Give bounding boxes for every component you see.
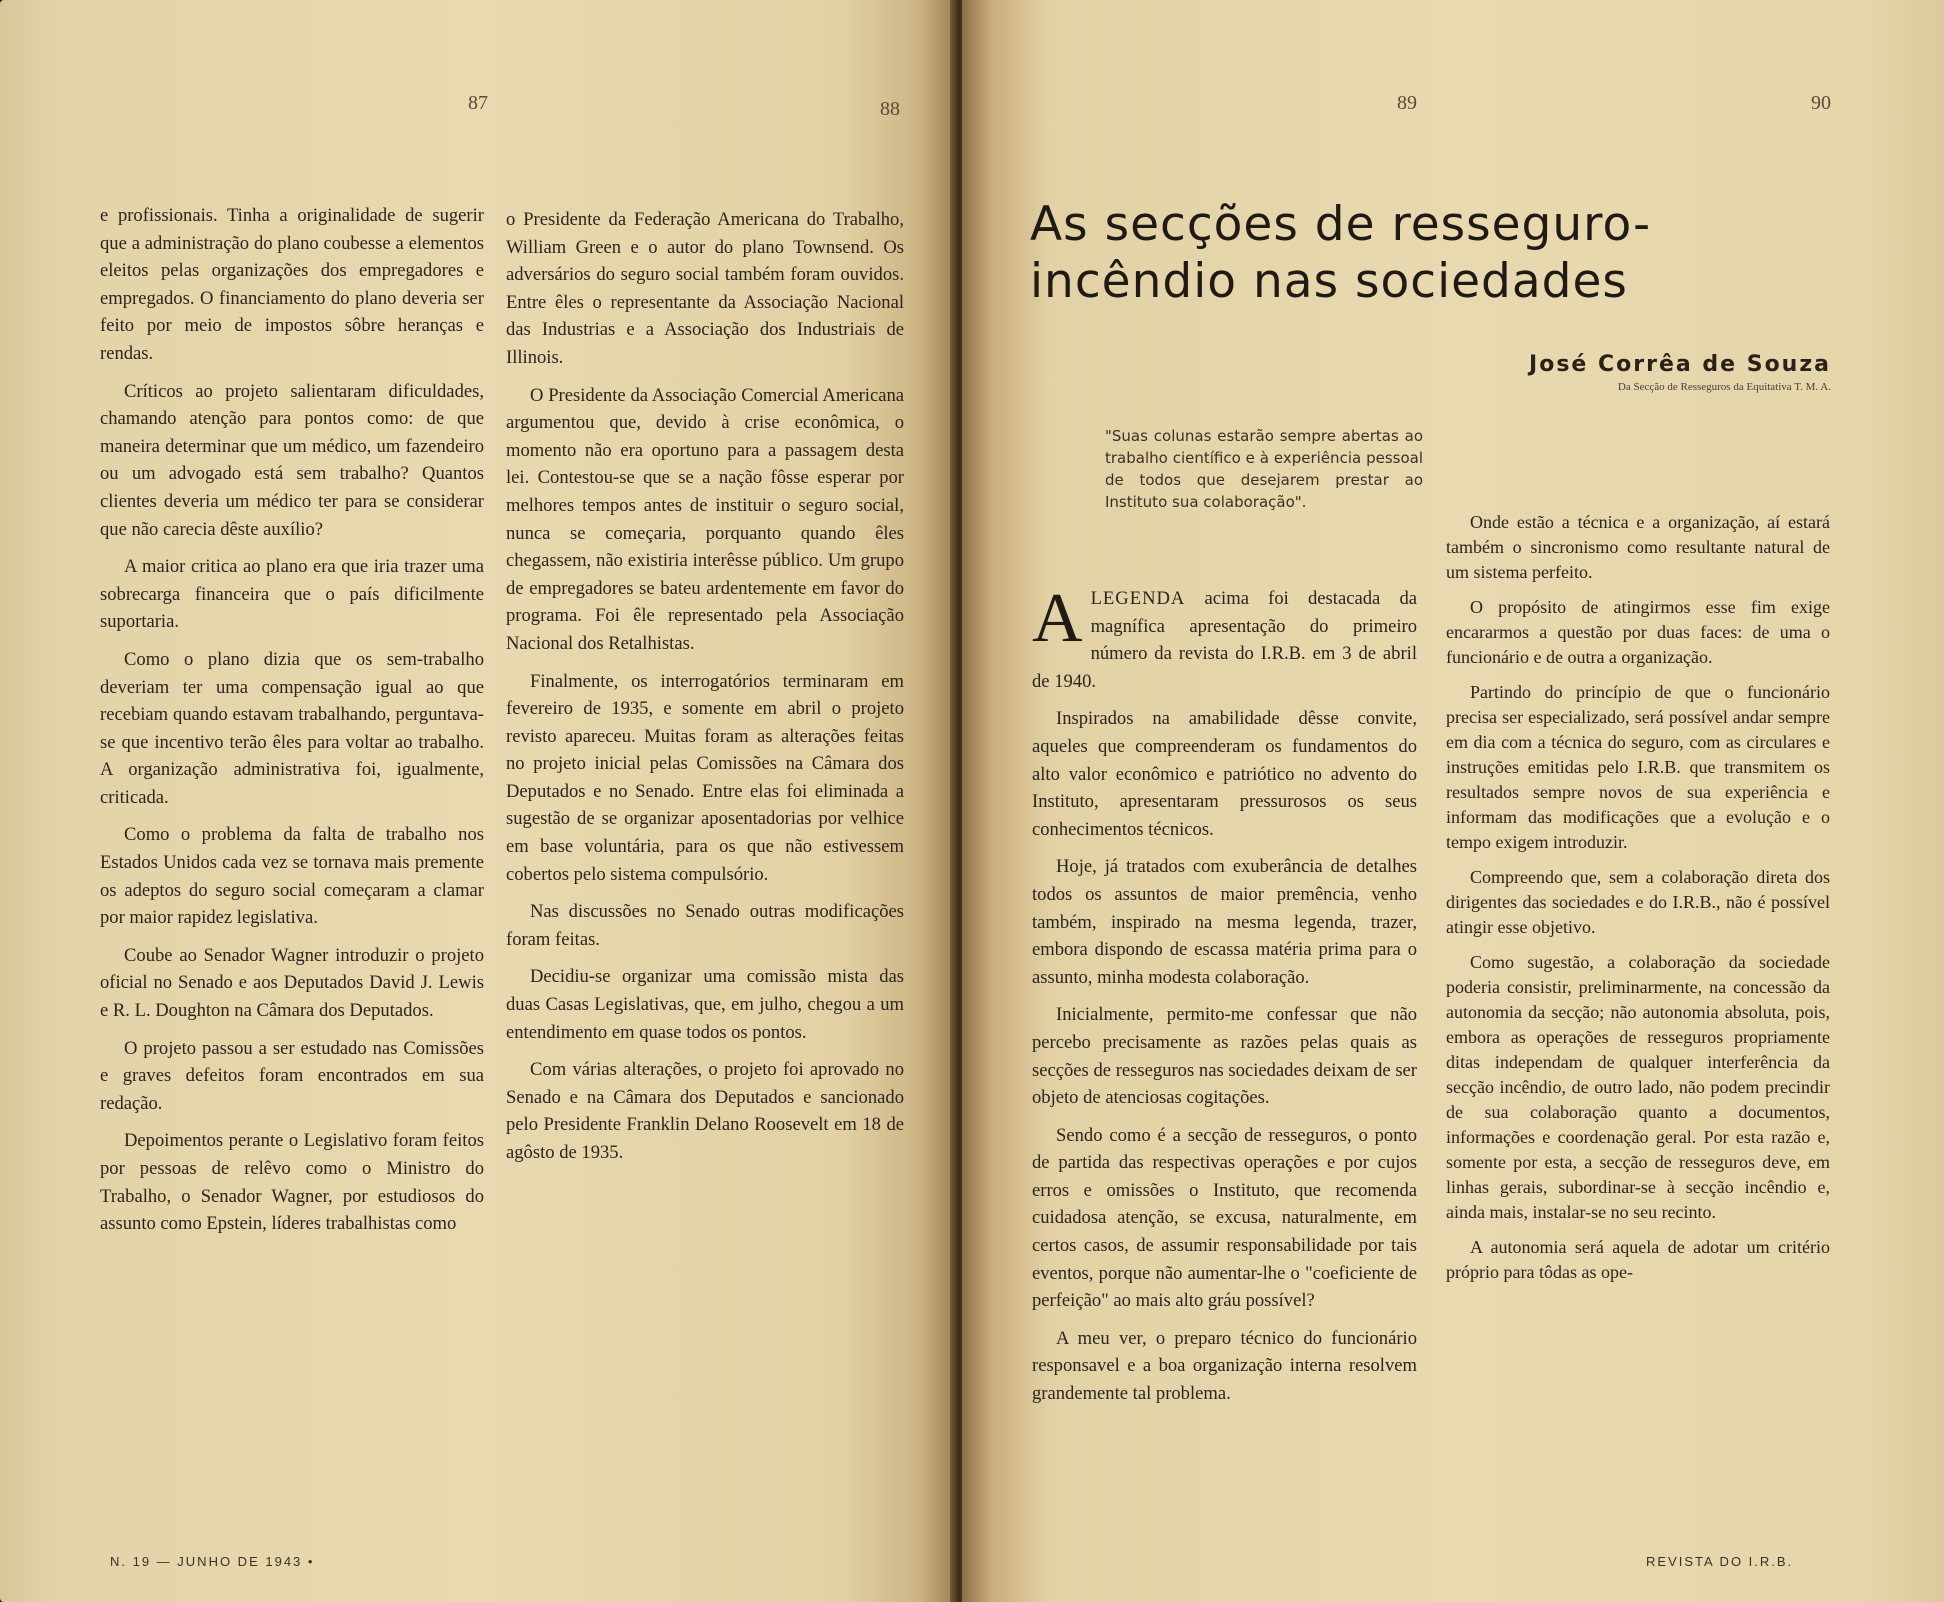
paragraph: Onde estão a técnica e a organização, aí estará também o sincronismo como resultante natural de um sistema perfeito. bbox=[1446, 512, 1830, 582]
paragraph: Críticos ao projeto salientaram dificuldades, chamando atenção para pontos como: de que maneira determinar que um médico, um fazendeiro ou um advogado está sem trabalho? Quantos clientes deveria um médico ter para se considerar que não carecia dêste auxílio? bbox=[100, 380, 484, 540]
paragraph: A autonomia será aquela de adotar um critério próprio para tôdas as ope- bbox=[1446, 1237, 1830, 1282]
paragraph: Como o plano dizia que os sem-trabalho deveriam ter uma compensação igual ao que recebiam quando estavam trabalhando, perguntava-se que incentivo terão êles para voltar ao trabalho. A organização administrativa foi, igualmente, criticada. bbox=[100, 648, 484, 808]
article-title: As secções de resseguro-incêndio nas sociedades bbox=[1030, 197, 1652, 309]
lead-smallcaps: LEGENDA bbox=[1090, 588, 1186, 609]
paragraph: Hoje, já tratados com exuberância de detalhes todos os assuntos de maior premência, venho também, inspirado na mesma legenda, trazer, embora dispondo de escassa matéria prima para o assunto, minha modesta colaboração. bbox=[1032, 856, 1417, 988]
paragraph: Inspirados na amabilidade dêsse convite, aqueles que compreenderam os fundamentos do alto valor econômico e patriótico no advento do Instituto, apresentaram pressurosos os seus conhecimentos técnicos. bbox=[1032, 708, 1417, 840]
paragraph: O propósito de atingirmos esse fim exige encararmos a questão por duas faces: de uma o funcionário e de outra a organização. bbox=[1446, 597, 1830, 667]
footer-journal: REVISTA DO I.R.B. bbox=[1646, 1554, 1794, 1569]
column-page-90 bbox=[1446, 510, 1830, 1295]
paragraph: A maior critica ao plano era que iria trazer uma sobrecarga financeira que o país dificilmente suportaria. bbox=[100, 556, 484, 633]
paragraph: Compreendo que, sem a colaboração direta dos dirigentes das sociedades e do I.R.B., não é possível atingir esse objetivo. bbox=[1446, 867, 1830, 937]
left-page bbox=[0, 0, 956, 1602]
paragraph: Depoimentos perante o Legislativo foram feitos por pessoas de relêvo como o Ministro do Trabalho, o Senador Wagner, por estudiosos do assunto como Epstein, líderes trabalhistas como bbox=[100, 1130, 484, 1235]
paragraph: O Presidente da Associação Comercial Americana argumentou que, devido à crise econômica, o momento não era oportuno para a passagem desta lei. Contestou-se que se a nação fôsse esperar por melhores tempos antes de instituir o seguro social, nunca se começaria, porquanto quando êles chegassem, não existiria interêsse público. Um grupo de empregadores se bateu ardentemente em favor do programa. Foi êle representado pela Associação Nacional dos Retalhistas. bbox=[506, 384, 904, 654]
paragraph: Como sugestão, a colaboração da sociedade poderia consistir, preliminarmente, na concessão da autonomia da secção; não autonomia absoluta, pois, embora as operações de resseguros propriamente ditas independam de qualquer interferência da secção incêndio, de outro lado, não podem precindir de sua colaboração quanto a documentos, informações e coordenação geral. Por esta razão e, somente por esta, a secção de resseguros deve, em linhas gerais, subordinar-se à secção incêndio e, ainda mais, instalar-se no seu recinto. bbox=[1446, 952, 1830, 1222]
epigraph: "Suas colunas estarão sempre abertas ao trabalho científico e à experiência pessoal de todos que desejarem prestar ao Instituto sua colaboração". bbox=[1105, 427, 1423, 511]
page-number-90: 90 bbox=[1811, 92, 1831, 114]
paragraph: Finalmente, os interrogatórios terminaram em fevereiro de 1935, e somente em abril o projeto revisto apareceu. Muitas foram as alterações feitas no projeto inicial pelas Comissões na Câmara dos Deputados e no Senado. Entre elas foi eliminada a sugestão de se organizar aposentadorias por velhice em base voluntária, para os que não estivessem cobertos pelo sistema compulsório. bbox=[506, 670, 904, 885]
paragraph: Como o problema da falta de trabalho nos Estados Unidos cada vez se tornava mais premente os adeptos do seguro social começaram a clamar por maior rapidez legislativa. bbox=[100, 824, 484, 929]
paragraph: O projeto passou a ser estudado nas Comissões e graves defeitos foram encontrados em sua redação. bbox=[100, 1037, 484, 1114]
paragraph: e profissionais. Tinha a originalidade de sugerir que a administração do plano coubesse a elementos eleitos pelas organizações dos empregadores e empregados. O financiamento do plano deveria ser feito por meio de impostos sôbre heranças e rendas. bbox=[100, 205, 484, 364]
paragraph: Sendo como é a secção de resseguros, o ponto de partida das respectivas operações e por cujos erros e omissões o Instituto, que recomenda cuidadosa atenção, se excusa, naturalmente, em certos casos, de assumir responsabilidade por tais eventos, porque não aumentar-lhe o "coeficiente de perfeição" ao mais alto gráu possível? bbox=[1032, 1124, 1417, 1312]
column-page-89 bbox=[1032, 580, 1417, 1418]
page-number-89: 89 bbox=[1397, 92, 1417, 114]
paragraph: o Presidente da Federação Americana do Trabalho, William Green e o autor do plano Townsend. Os adversários do seguro social também foram ouvidos. Entre êles o representante da Associação Nacional das Industrias e a Associação dos Industriais de Illinois. bbox=[506, 209, 904, 368]
paragraph: Inicialmente, permito-me confessar que não percebo precisamente as razões pelas quais as secções de resseguros nas sociedades deixam de ser objeto de atenciosas cogitações. bbox=[1032, 1004, 1417, 1109]
column-page-87 bbox=[100, 202, 484, 1248]
paragraph: A meu ver, o preparo técnico do funcionário responsavel e a boa organização interna resolvem grandemente tal problema. bbox=[1032, 1327, 1417, 1405]
drop-cap: A bbox=[1032, 580, 1083, 657]
author-name: José Corrêa de Souza bbox=[1529, 352, 1831, 377]
paragraph: Coube ao Senador Wagner introduzir o projeto oficial no Senado e aos Deputados David J. Lewis e R. L. Doughton na Câmara dos Deputados. bbox=[100, 944, 484, 1022]
page-number-88: 88 bbox=[880, 98, 900, 120]
footer-issue: N. 19 — JUNHO DE 1943 • bbox=[110, 1554, 315, 1569]
lead-paragraph bbox=[1032, 580, 1417, 695]
lead-text: acima foi destacada da magnífica apresentação do primeiro número da revista do I.R.B. em 3 de abril de 1940. bbox=[1032, 588, 1417, 692]
author-affiliation: Da Secção de Resseguros da Equitativa T. M. A. bbox=[1617, 381, 1831, 393]
author-block bbox=[1529, 352, 1831, 393]
paragraph: Nas discussões no Senado outras modificações foram feitas. bbox=[506, 901, 904, 950]
paragraph: Decidiu-se organizar uma comissão mista das duas Casas Legislativas, que, em julho, chegou a um entendimento em quase todos os pontos. bbox=[506, 966, 904, 1043]
paragraph: Partindo do princípio de que o funcionário precisa ser especializado, será possível andar sempre em dia com a técnica do seguro, com as circulares e instruções emitidas pelo I.R.B. que transmitem os resultados sempre novos de sua experiência e informam das modificações que a evolução e o tempo exigem introduzir. bbox=[1446, 682, 1830, 852]
page-number-87: 87 bbox=[468, 92, 488, 114]
column-page-88 bbox=[506, 206, 904, 1177]
paragraph: Com várias alterações, o projeto foi aprovado no Senado e na Câmara dos Deputados e sancionado pelo Presidente Franklin Delano Roosevelt em 18 de agôsto de 1935. bbox=[506, 1059, 904, 1163]
